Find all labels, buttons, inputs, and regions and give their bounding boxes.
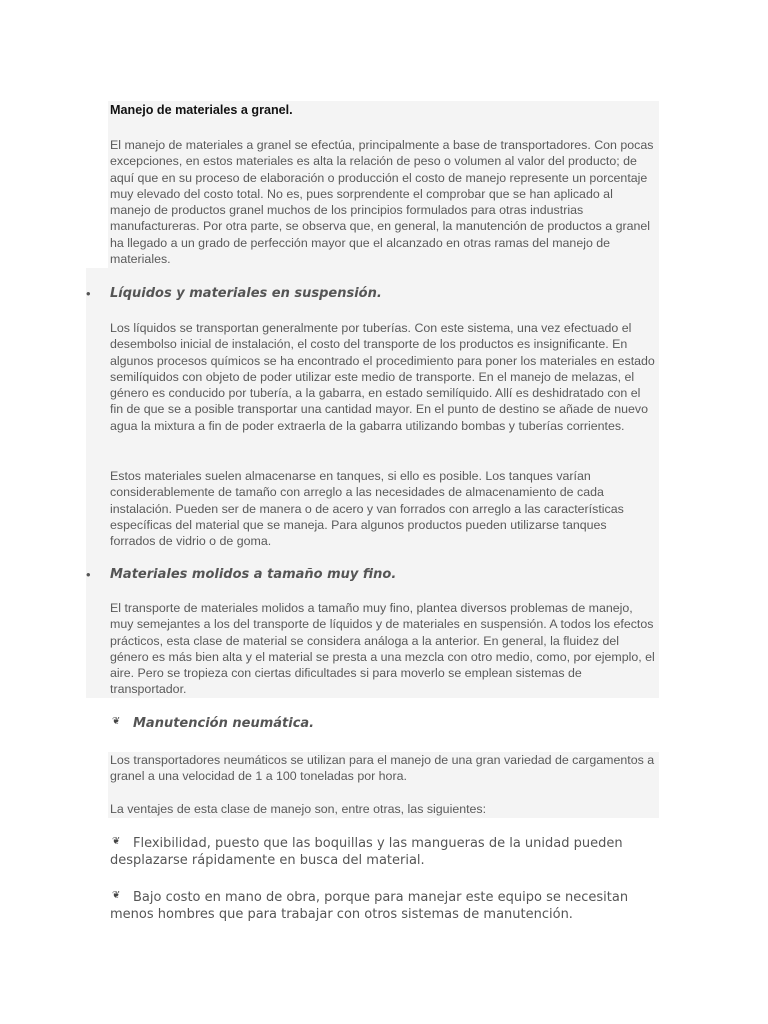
section-fine-materials-paragraph: El transporte de materiales molidos a tamaño muy fino, plantea diversos problemas de manejo, muy semejantes a los del transporte de líquidos y de materiales en suspensión. A todos los efectos prácticos, esta clase de material se considera análoga a la anterior. En general, la fluidez del género es más bien alta y el material se presta a una mezcla con otro medio, como, por ejemplo, el aire. Pero se tropieza con ciertas dificultades si para moverlo se emplean sistemas de transportador. bbox=[110, 601, 655, 697]
section-liquids-paragraph-1: Los líquidos se transportan generalmente por tuberías. Con este sistema, una vez efectuado el desembolso inicial de instalación, el costo del transporte de los productos es insignificante. En algunos procesos químicos se ha encontrado el procedimiento para poner los materiales en estado semilíquidos con objeto de poder utilizar este medio de transporte. En el manejo de melazas, el género es conducido por tubería, a la gabarra, en estado semilíquido. Allí es deshidratado con el fin de que se a posible transportar una cantidad mayor. En el punto de destino se añade de nuevo agua la mixtura a fin de poder extraerla de la gabarra utilizando bombas y tuberías corrientes. bbox=[110, 321, 655, 433]
flower-bullet-icon: ❦ bbox=[112, 836, 121, 847]
document-title: Manejo de materiales a granel. bbox=[110, 103, 293, 117]
section-liquids-paragraph-2: Estos materiales suelen almacenarse en tanques, si ello es posible. Los tanques varían considerablemente de tamaño con arreglo a las necesidades de almacenamiento de cada instalación. Pueden ser de manera o de acero y van forrados con arreglo a las características específicas del material que se maneja. Para algunos productos pueden utilizarse tanques forrados de vidrio o de goma. bbox=[110, 469, 624, 549]
subsection-pneumatic-heading: Manutención neumática. bbox=[133, 716, 315, 731]
section-fine-materials-heading: Materiales molidos a tamaño muy fino. bbox=[110, 567, 397, 582]
flower-bullet-icon: ❦ bbox=[112, 890, 121, 901]
section-liquids-heading: Líquidos y materiales en suspensión. bbox=[110, 286, 382, 301]
bullet-icon: • bbox=[86, 286, 91, 301]
flower-bullet-icon: ❦ bbox=[112, 716, 121, 727]
advantage-item: Bajo costo en mano de obra, porque para manejar este equipo se necesitan menos hombres que para trabajar con otros sistemas de manutención. bbox=[110, 890, 629, 922]
advantage-item: Flexibilidad, puesto que las boquillas y las mangueras de la unidad pueden desplazarse rápidamente en busca del material. bbox=[110, 836, 623, 868]
intro-paragraph: El manejo de materiales a granel se efectúa, principalmente a base de transportadores. Con pocas excepciones, en estos materiales es alta la relación de peso o volumen al valor del producto; de aquí que en su proceso de elaboración o producción el costo de manejo represente un porcentaje muy elevado del costo total. No es, pues sorprendente el comprobar que se han aplicado al manejo de productos granel muchos de los principios formulados para otras industrias manufactureras. Por otra parte, se observa que, en general, la manutención de productos a granel ha llegado a un grado de perfección mayor que el alcanzado en otras ramas del manejo de materiales. bbox=[110, 138, 654, 267]
subsection-pneumatic-paragraph-2: La ventajes de esta clase de manejo son, entre otras, las siguientes: bbox=[110, 802, 487, 816]
bullet-icon: • bbox=[86, 567, 91, 582]
subsection-pneumatic-paragraph-1: Los transportadores neumáticos se utilizan para el manejo de una gran variedad de cargamentos a granel a una velocidad de 1 a 100 toneladas por hora. bbox=[110, 753, 655, 784]
